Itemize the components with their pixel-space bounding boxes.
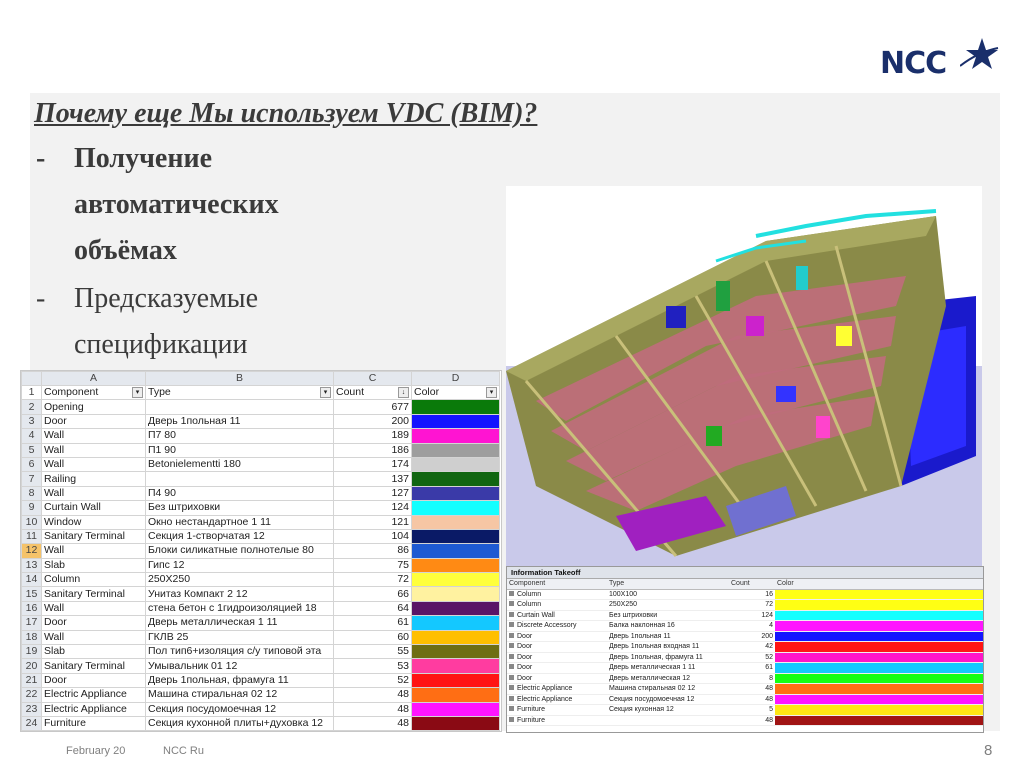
header-type[interactable] [146,386,334,400]
spreadsheet [20,370,502,732]
info-cell-type: Дверь 1польная входная 11 [607,642,729,653]
cell-color-swatch[interactable] [412,443,500,457]
cell-component[interactable]: Electric Appliance [42,688,146,702]
row-number[interactable]: 14 [22,573,42,587]
footer-company: NCC Ru [163,745,204,757]
cell-component[interactable]: Electric Appliance [42,702,146,716]
cell-component[interactable]: Sanitary Terminal [42,587,146,601]
header-component[interactable] [42,386,146,400]
cell-color-swatch[interactable] [412,645,500,659]
col-letter[interactable]: C [334,372,412,386]
row-number[interactable]: 8 [22,486,42,500]
cell-component[interactable]: Sanitary Terminal [42,659,146,673]
cell-color-swatch[interactable] [412,688,500,702]
ncc-logo [880,36,1000,82]
info-component-label: Door [517,674,533,682]
cell-type[interactable]: Дверь металлическая 1 11 [146,616,334,630]
bullet-1 [36,136,456,276]
info-row[interactable] [507,600,983,611]
cell-type[interactable]: Окно нестандартное 1 11 [146,515,334,529]
cell-color-swatch[interactable] [412,457,500,471]
row-number[interactable]: 2 [22,400,42,414]
info-cell-count: 48 [729,694,775,705]
cell-color-swatch[interactable] [412,544,500,558]
table-row[interactable] [22,400,500,414]
info-cell-color-swatch [775,600,983,611]
header-component-label: Component [44,386,99,399]
bullet-line: Получение [74,143,213,174]
info-cell-type: Дверь металлическая 12 [607,673,729,684]
info-cell-component [507,663,607,674]
cell-type[interactable]: Гипс 12 [146,558,334,572]
table-row[interactable] [22,702,500,716]
cell-component[interactable]: Wall [42,630,146,644]
building-model-image [506,186,982,566]
cell-component[interactable]: Door [42,673,146,687]
cell-color-swatch[interactable] [412,573,500,587]
row-number[interactable]: 13 [22,558,42,572]
cell-count[interactable]: 48 [334,716,412,730]
cell-color-swatch[interactable] [412,616,500,630]
row-number[interactable]: 20 [22,659,42,673]
row-number[interactable]: 19 [22,645,42,659]
info-cell-color-swatch [775,621,983,632]
cell-color-swatch[interactable] [412,414,500,428]
row-number[interactable]: 22 [22,688,42,702]
info-row[interactable] [507,642,983,653]
logo-text: NCC [880,46,947,81]
cell-count[interactable]: 48 [334,702,412,716]
cell-type[interactable]: П4 90 [146,486,334,500]
info-cell-component [507,652,607,663]
bullet-dash: - [36,143,46,174]
cell-type[interactable]: Умывальник 01 12 [146,659,334,673]
cell-count[interactable]: 72 [334,573,412,587]
info-panel-title: Information Takeoff [507,567,983,579]
corner-cell[interactable] [22,372,42,386]
info-cell-count: 61 [729,663,775,674]
info-cell-type: 250X250 [607,600,729,611]
info-component-label: Curtain Wall [517,611,555,619]
spreadsheet-table [21,371,500,731]
row-number[interactable]: 3 [22,414,42,428]
info-cell-color-swatch [775,694,983,705]
table-row[interactable] [22,659,500,673]
info-row[interactable] [507,663,983,674]
info-cell-type: Без штриховки [607,610,729,621]
cell-type[interactable]: Без штриховки [146,501,334,515]
header-color-label: Color [414,386,440,399]
table-row[interactable] [22,515,500,529]
info-cell-type: Секция посудомоечная 12 [607,694,729,705]
info-cell-count: 5 [729,705,775,716]
info-body [507,589,983,726]
info-component-label: Door [517,643,533,651]
cell-type[interactable]: Пол тип6+изоляция с/у типовой эта [146,645,334,659]
cell-type[interactable]: Секция кухонной плиты+духовка 12 [146,716,334,730]
info-cell-color-swatch [775,705,983,716]
info-cell-component [507,715,607,726]
info-cell-type: 100X100 [607,589,729,600]
info-header-row [507,579,983,589]
col-letter[interactable]: D [412,372,500,386]
table-row[interactable] [22,529,500,543]
cell-color-swatch[interactable] [412,515,500,529]
cell-component[interactable]: Door [42,616,146,630]
header-color[interactable] [412,386,500,400]
star-icon [960,36,1000,76]
component-icon [509,622,514,627]
cell-count[interactable]: 677 [334,400,412,414]
table-row[interactable] [22,673,500,687]
cell-type[interactable]: стена бетон с 1гидроизоляцией 18 [146,601,334,615]
table-row[interactable] [22,429,500,443]
header-type-label: Type [148,386,171,399]
cell-component[interactable]: Door [42,414,146,428]
info-cell-component [507,621,607,632]
component-icon [509,643,514,648]
cell-color-swatch[interactable] [412,529,500,543]
filter-dropdown-icon[interactable]: ▾ [320,387,331,398]
info-row[interactable] [507,621,983,632]
info-cell-component [507,600,607,611]
component-icon [509,664,514,669]
cell-component[interactable]: Window [42,515,146,529]
info-cell-color-swatch [775,589,983,600]
info-cell-count: 124 [729,610,775,621]
cell-component[interactable]: Wall [42,486,146,500]
info-cell-count: 8 [729,673,775,684]
row-number[interactable]: 17 [22,616,42,630]
component-icon [509,601,514,606]
cell-count[interactable]: 137 [334,472,412,486]
info-cell-color-swatch [775,684,983,695]
cell-color-swatch[interactable] [412,429,500,443]
info-cell-color-swatch [775,652,983,663]
cell-color-swatch[interactable] [412,716,500,730]
row-number[interactable]: 24 [22,716,42,730]
table-row[interactable] [22,457,500,471]
cell-component[interactable]: Wall [42,457,146,471]
info-component-label: Door [517,664,533,672]
info-cell-count: 16 [729,589,775,600]
cell-count[interactable]: 86 [334,544,412,558]
info-header-color[interactable]: Color [775,579,983,589]
cell-type[interactable]: П7 80 [146,429,334,443]
row-number[interactable]: 7 [22,472,42,486]
info-header-component[interactable]: Component [507,579,607,589]
info-cell-component [507,694,607,705]
bullet-line: Предсказуемые [74,283,259,314]
filter-dropdown-icon[interactable]: ▾ [132,387,143,398]
cell-type[interactable] [146,472,334,486]
row-number[interactable]: 18 [22,630,42,644]
bullet-line: объёмах [74,235,177,266]
info-component-label: Column [517,590,542,598]
cell-color-swatch[interactable] [412,486,500,500]
spreadsheet-body [22,400,500,731]
info-component-label: Door [517,632,533,640]
row-number[interactable]: 12 [22,544,42,558]
bim-3d-model-view[interactable] [506,186,982,566]
info-row[interactable] [507,705,983,716]
info-row[interactable] [507,589,983,600]
table-row[interactable] [22,501,500,515]
info-cell-type [607,715,729,726]
info-cell-count: 4 [729,621,775,632]
info-row[interactable] [507,631,983,642]
info-cell-color-swatch [775,663,983,674]
info-cell-count: 42 [729,642,775,653]
table-row[interactable] [22,573,500,587]
info-component-label: Electric Appliance [517,695,573,703]
info-cell-count: 200 [729,631,775,642]
cell-type[interactable]: Betonielementti 180 [146,457,334,471]
cell-component[interactable]: Opening [42,400,146,414]
footer-date: February 20 [66,745,126,757]
info-cell-type: Дверь 1польная, фрамуга 11 [607,652,729,663]
cell-component[interactable]: Slab [42,645,146,659]
info-cell-component [507,610,607,621]
cell-count[interactable]: 104 [334,529,412,543]
info-cell-component [507,705,607,716]
component-icon [509,591,514,596]
cell-count[interactable]: 189 [334,429,412,443]
cell-type[interactable]: Секция 1-створчатая 12 [146,529,334,543]
component-icon [509,675,514,680]
info-cell-type: Секция кухонная 12 [607,705,729,716]
component-icon [509,696,514,701]
cell-count[interactable]: 186 [334,443,412,457]
table-row[interactable] [22,443,500,457]
cell-component[interactable]: Railing [42,472,146,486]
cell-count[interactable]: 53 [334,659,412,673]
cell-count[interactable]: 75 [334,558,412,572]
info-cell-type: Дверь металлическая 1 11 [607,663,729,674]
cell-type[interactable]: П1 90 [146,443,334,457]
cell-color-swatch[interactable] [412,659,500,673]
info-cell-count: 48 [729,684,775,695]
info-cell-component [507,589,607,600]
info-cell-type: Балка наклонная 16 [607,621,729,632]
cell-count[interactable]: 200 [334,414,412,428]
component-icon [509,612,514,617]
row-number[interactable]: 10 [22,515,42,529]
information-takeoff-panel [506,566,984,733]
cell-count[interactable]: 61 [334,616,412,630]
cell-color-swatch[interactable] [412,472,500,486]
info-header-count[interactable]: Count [729,579,775,589]
bullet-line: спецификации [74,329,248,360]
info-component-label: Column [517,601,542,609]
cell-component[interactable]: Curtain Wall [42,501,146,515]
info-component-label: Door [517,653,533,661]
info-cell-type: Дверь 1польная 11 [607,631,729,642]
sort-dropdown-icon[interactable]: ↓ [398,387,409,398]
info-row[interactable] [507,673,983,684]
cell-color-swatch[interactable] [412,400,500,414]
info-row[interactable] [507,684,983,695]
cell-component[interactable]: Column [42,573,146,587]
row-number[interactable]: 15 [22,587,42,601]
info-component-label: Furniture [517,706,546,714]
info-component-label: Furniture [517,716,546,724]
page-number: 8 [984,742,993,759]
row-number[interactable]: 1 [22,386,42,400]
info-component-label: Electric Appliance [517,685,573,693]
info-row[interactable] [507,694,983,705]
row-number[interactable]: 16 [22,601,42,615]
row-number[interactable]: 21 [22,673,42,687]
cell-component[interactable]: Sanitary Terminal [42,529,146,543]
info-cell-component [507,684,607,695]
cell-count[interactable]: 64 [334,601,412,615]
cell-type[interactable]: ГКЛВ 25 [146,630,334,644]
cell-color-swatch[interactable] [412,558,500,572]
info-header-type[interactable]: Type [607,579,729,589]
header-count[interactable] [334,386,412,400]
info-cell-type: Машина стиральная 02 12 [607,684,729,695]
header-row [22,386,500,400]
component-icon [509,717,514,722]
table-row[interactable] [22,688,500,702]
table-row[interactable] [22,558,500,572]
col-letter[interactable]: A [42,372,146,386]
info-cell-color-swatch [775,715,983,726]
cell-component[interactable]: Wall [42,429,146,443]
cell-type[interactable]: Дверь 1польная, фрамуга 11 [146,673,334,687]
filter-dropdown-icon[interactable]: ▾ [486,387,497,398]
cell-type[interactable]: 250X250 [146,573,334,587]
cell-count[interactable]: 121 [334,515,412,529]
info-cell-component [507,673,607,684]
slide-title: Почему еще Мы используем VDC (BIM)? [34,98,538,129]
info-cell-count: 48 [729,715,775,726]
cell-type[interactable]: Блоки силикатные полнотелые 80 [146,544,334,558]
cell-type[interactable]: Секция посудомоечная 12 [146,702,334,716]
cell-color-swatch[interactable] [412,601,500,615]
info-cell-count: 72 [729,600,775,611]
info-row[interactable] [507,715,983,726]
cell-type[interactable]: Дверь 1польная 11 [146,414,334,428]
cell-count[interactable]: 66 [334,587,412,601]
cell-type[interactable]: Унитаз Компакт 2 12 [146,587,334,601]
table-row[interactable] [22,616,500,630]
table-row[interactable] [22,472,500,486]
cell-count[interactable]: 55 [334,645,412,659]
cell-count[interactable]: 60 [334,630,412,644]
info-row[interactable] [507,610,983,621]
table-row[interactable] [22,587,500,601]
cell-component[interactable]: Furniture [42,716,146,730]
cell-color-swatch[interactable] [412,702,500,716]
row-number[interactable]: 4 [22,429,42,443]
bullet-dash: - [36,283,46,314]
table-row[interactable] [22,486,500,500]
info-row[interactable] [507,652,983,663]
header-count-label: Count [336,386,365,399]
cell-color-swatch[interactable] [412,501,500,515]
table-row[interactable] [22,630,500,644]
table-row[interactable] [22,414,500,428]
cell-count[interactable]: 52 [334,673,412,687]
cell-type[interactable]: Машина стиральная 02 12 [146,688,334,702]
cell-count[interactable]: 174 [334,457,412,471]
info-cell-color-swatch [775,631,983,642]
table-row[interactable] [22,544,500,558]
info-cell-color-swatch [775,610,983,621]
cell-count[interactable]: 48 [334,688,412,702]
row-number[interactable]: 6 [22,457,42,471]
row-number[interactable]: 9 [22,501,42,515]
col-letter[interactable]: B [146,372,334,386]
cell-count[interactable]: 127 [334,486,412,500]
table-row[interactable] [22,645,500,659]
bullet-2 [36,276,456,368]
row-number[interactable]: 23 [22,702,42,716]
info-cell-component [507,642,607,653]
bullet-line: автоматических [74,189,279,220]
table-row[interactable] [22,716,500,730]
cell-component[interactable]: Slab [42,558,146,572]
cell-count[interactable]: 124 [334,501,412,515]
column-letters [22,372,500,386]
component-icon [509,685,514,690]
info-cell-count: 52 [729,652,775,663]
row-number[interactable]: 11 [22,529,42,543]
cell-color-swatch[interactable] [412,673,500,687]
table-row[interactable] [22,601,500,615]
info-cell-component [507,631,607,642]
cell-component[interactable]: Wall [42,443,146,457]
cell-component[interactable]: Wall [42,544,146,558]
info-cell-color-swatch [775,673,983,684]
cell-type[interactable] [146,400,334,414]
component-icon [509,706,514,711]
cell-color-swatch[interactable] [412,587,500,601]
info-cell-color-swatch [775,642,983,653]
component-icon [509,633,514,638]
row-number[interactable]: 5 [22,443,42,457]
cell-component[interactable]: Wall [42,601,146,615]
component-icon [509,654,514,659]
info-component-label: Discrete Accessory [517,622,577,630]
info-table [507,579,983,726]
cell-color-swatch[interactable] [412,630,500,644]
